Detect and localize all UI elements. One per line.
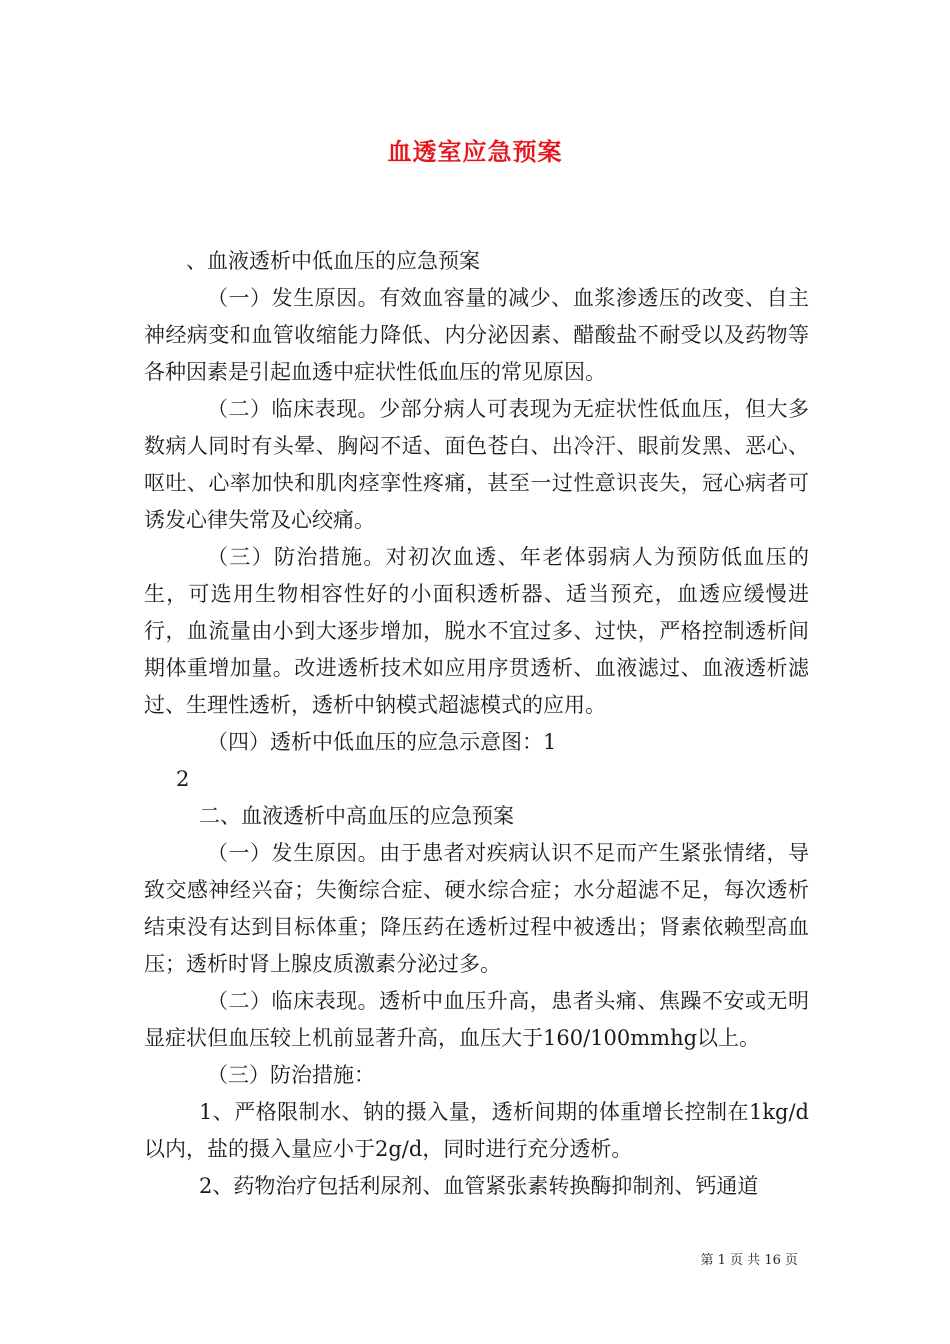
document-title: 血透室应急预案 [387,137,563,166]
list-item-2: 2、药物治疗包括利尿剂、血管紧张素转换酶抑制剂、钙通道 [199,1174,759,1198]
paragraph-symptoms-2: （二）临床表现。透析中血压升高，患者头痛、焦躁不安或无明显症状但血压较上机前显著升高，血压大于160/100mmhg以上。 [144,989,809,1050]
paragraph-cause-2: （一）发生原因。由于患者对疾病认识不足而产生紧张情绪，导致交感神经兴奋；失衡综合症、硬水综合症；水分超滤不足，每次透析结束没有达到目标体重；降压药在透析过程中被透出；肾素依赖型高血压；透析时肾上腺皮质激素分泌过多。 [144,841,809,976]
paragraph-cause-1: （一）发生原因。有效血容量的减少、血浆渗透压的改变、自主神经病变和血管收缩能力降低、内分泌因素、醋酸盐不耐受以及药物等各种因素是引起血透中症状性低血压的常见原因。 [144,286,809,384]
page-number: 第 1 页 共 16 页 [700,1253,798,1268]
section-heading-2: 二、血液透析中高血压的应急预案 [199,804,514,828]
paragraph-prevention-1: （三）防治措施。对初次血透、年老体弱病人为预防低血压的生，可选用生物相容性好的小面积透析器、适当预充，血透应缓慢进行，血流量由小到大逐步增加，脱水不宜过多、过快，严格控制透析间期体重增加量。改进透析技术如应用序贯透析、血液滤过、血液透析滤过、生理性透析，透析中钠模式超滤模式的应用。 [144,545,809,717]
list-item-1: 1、严格限制水、钠的摄入量，透析间期的体重增长控制在1kg/d以内，盐的摄入量应小于2g/d，同时进行充分透析。 [144,1100,809,1161]
document-body [144,243,809,1205]
paragraph-number-2: 2 [176,767,190,791]
section-heading-1: 、血液透析中低血压的应急预案 [186,249,480,273]
paragraph-prevention-2-heading: （三）防治措施： [207,1063,375,1087]
paragraph-symptoms-1: （二）临床表现。少部分病人可表现为无症状性低血压，但大多数病人同时有头晕、胸闷不适、面色苍白、出冷汗、眼前发黑、恶心、呕吐、心率加快和肌肉痉挛性疼痛，甚至一过性意识丧失，冠心病者可诱发心律失常及心绞痛。 [144,397,809,532]
paragraph-diagram-ref: （四）透析中低血压的应急示意图：1 [207,730,557,754]
